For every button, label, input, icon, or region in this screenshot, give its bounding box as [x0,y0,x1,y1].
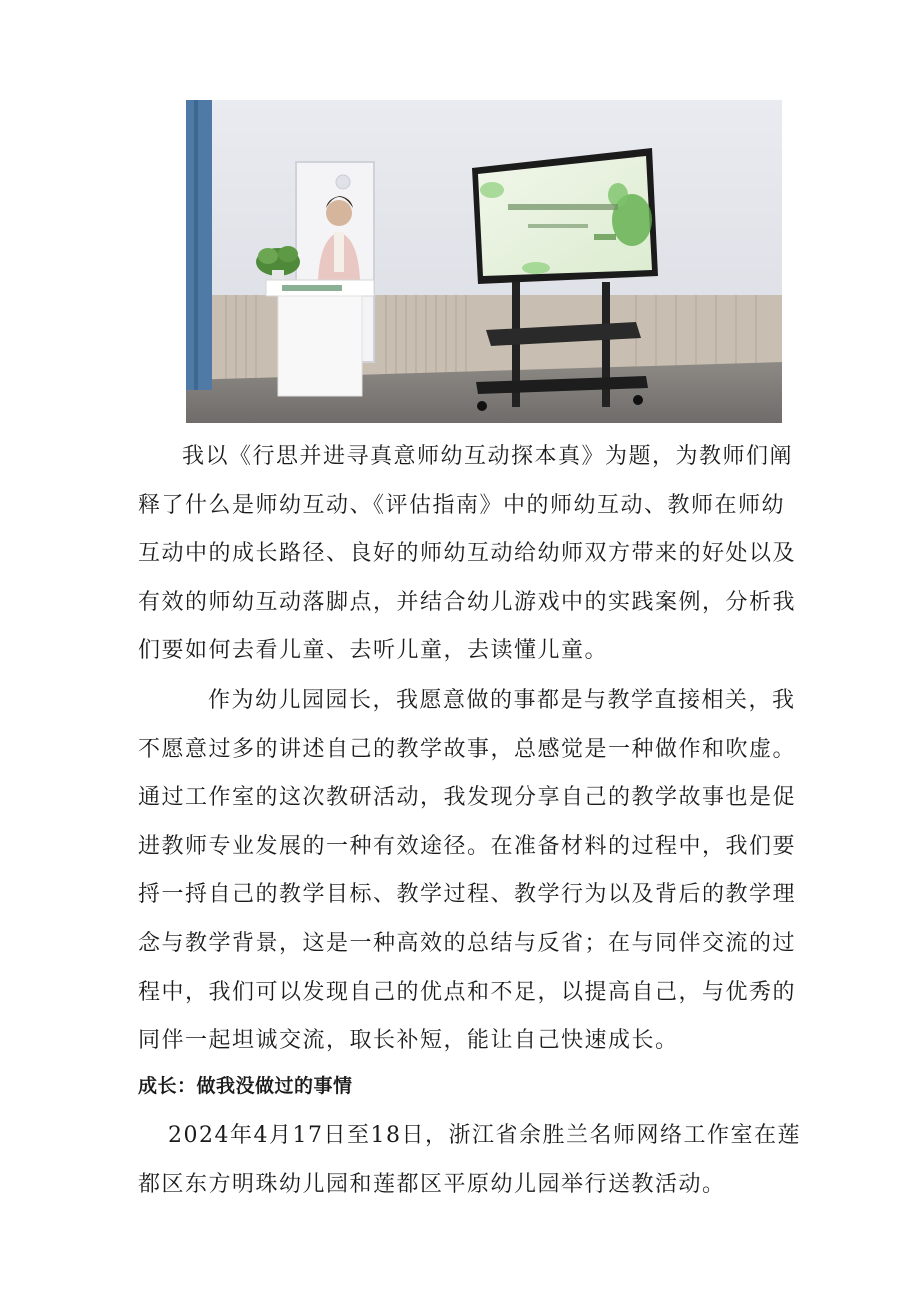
text-line: 们要如何去看儿童、去听儿童，去读懂儿童。 [138,638,609,664]
section-heading: 成长：做我没做过的事情 [138,1075,353,1097]
text-line: 2024年4月17日至18日，浙江省余胜兰名师网络工作室在莲 [168,1123,801,1148]
text-line: 都区东方明珠幼儿园和莲都区平原幼儿园举行送教活动。 [138,1171,726,1197]
photo-lecture-icon [186,100,782,423]
text-line: 捋一捋自己的教学目标、教学过程、教学行为以及背后的教学理 [138,882,797,908]
text-line: 作为幼儿园园长，我愿意做的事都是与教学直接相关，我 [208,688,796,713]
lecture-photo [186,100,782,423]
text-line: 进教师专业发展的一种有效途径。在准备材料的过程中，我们要 [138,833,797,859]
text-line: 程中，我们可以发现自己的优点和不足，以提高自己，与优秀的 [138,979,797,1005]
paragraph-reflection [138,677,797,1066]
text-line: 互动中的成长路径、良好的师幼互动给幼师双方带来的好处以及 [138,541,797,567]
text-line: 通过工作室的这次教研活动，我发现分享自己的教学故事也是促 [138,785,797,811]
text-line: 同伴一起坦诚交流，取长补短，能让自己快速成长。 [138,1028,679,1054]
text-line: 我以《行思并进寻真意师幼互动探本真》为题，为教师们阐 [182,444,794,469]
paragraph-lecture-summary [138,433,797,676]
paragraph-outreach-event [138,1112,801,1209]
text-line: 念与教学背景，这是一种高效的总结与反省；在与同伴交流的过 [138,930,797,956]
text-line: 有效的师幼互动落脚点，并结合幼儿游戏中的实践案例，分析我 [138,589,797,615]
text-line: 释了什么是师幼互动、《评估指南》中的师幼互动、教师在师幼 [138,492,786,518]
text-line: 不愿意过多的讲述自己的教学故事，总感觉是一种做作和吹虚。 [138,736,797,762]
